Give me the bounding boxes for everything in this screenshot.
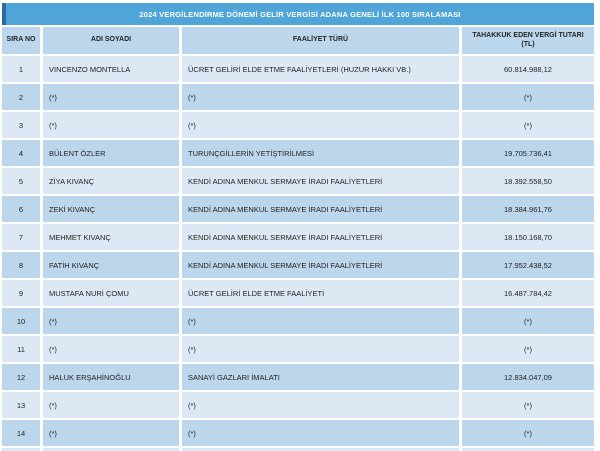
cell-rank: 12: [2, 364, 40, 390]
cell-amount: (*): [462, 420, 594, 446]
cell-activity: (*): [182, 392, 459, 418]
cell-rank: 6: [2, 196, 40, 222]
table-row: [2, 224, 594, 250]
table-row: [2, 364, 594, 390]
table-body: [2, 56, 594, 446]
cell-activity: ÜCRET GELİRİ ELDE ETME FAALİYETİ: [182, 280, 459, 306]
cell-amount: 18.392.558,50: [462, 168, 594, 194]
cell-amount: 12.834.047,09: [462, 364, 594, 390]
cell-activity: (*): [182, 336, 459, 362]
cell-rank: 2: [2, 84, 40, 110]
ranking-table: [2, 3, 594, 451]
cell-activity: KENDİ ADINA MENKUL SERMAYE İRADI FAALİYETLERİ: [182, 224, 459, 250]
column-header-vergi-tutari: TAHAKKUK EDEN VERGİ TUTARI (TL): [462, 27, 594, 54]
column-header-faaliyet-turu: FAALİYET TÜRÜ: [182, 27, 459, 54]
table-header-row: [2, 27, 594, 54]
cell-activity: SANAYİ GAZLARI İMALATI: [182, 364, 459, 390]
table-row: [2, 420, 594, 446]
cell-activity: KENDİ ADINA MENKUL SERMAYE İRADI FAALİYETLERİ: [182, 252, 459, 278]
cell-name: (*): [43, 420, 179, 446]
cell-rank: 9: [2, 280, 40, 306]
column-header-sira-no: SIRA NO: [2, 27, 40, 54]
cell-amount: 18.150.168,70: [462, 224, 594, 250]
cell-rank: 3: [2, 112, 40, 138]
table-row: [2, 252, 594, 278]
cell-name: VINCENZO MONTELLA: [43, 56, 179, 82]
cell-name: BÜLENT ÖZLER: [43, 140, 179, 166]
cell-rank: 13: [2, 392, 40, 418]
cell-rank: 14: [2, 420, 40, 446]
cell-amount: (*): [462, 392, 594, 418]
cell-activity: (*): [182, 420, 459, 446]
table-row: [2, 84, 594, 110]
column-header-adi-soyadi: ADI SOYADI: [43, 27, 179, 54]
cell-name: (*): [43, 112, 179, 138]
cell-activity: KENDİ ADINA MENKUL SERMAYE İRADI FAALİYETLERİ: [182, 196, 459, 222]
table-row: [2, 392, 594, 418]
cell-rank: 10: [2, 308, 40, 334]
table-row: [2, 140, 594, 166]
cell-amount: (*): [462, 84, 594, 110]
table-row: [2, 168, 594, 194]
cell-name: (*): [43, 308, 179, 334]
cell-activity: KENDİ ADINA MENKUL SERMAYE İRADI FAALİYETLERİ: [182, 168, 459, 194]
cell-amount: (*): [462, 336, 594, 362]
cell-name: MEHMET KIVANÇ: [43, 224, 179, 250]
cell-rank: 11: [2, 336, 40, 362]
cell-rank: 5: [2, 168, 40, 194]
table-row: [2, 308, 594, 334]
cell-activity: (*): [182, 84, 459, 110]
table-row: [2, 336, 594, 362]
cell-amount: 19.705.736,41: [462, 140, 594, 166]
table-title: 2024 VERGİLENDİRME DÖNEMİ GELİR VERGİSİ ADANA GENELİ İLK 100 SIRALAMASI: [2, 3, 594, 25]
cell-amount: 60.814.988,12: [462, 56, 594, 82]
cell-activity: (*): [182, 112, 459, 138]
table-row: [2, 112, 594, 138]
cell-amount: 18.384.961,76: [462, 196, 594, 222]
cell-rank: 8: [2, 252, 40, 278]
cell-amount: (*): [462, 308, 594, 334]
cell-name: (*): [43, 392, 179, 418]
cell-amount: 16.487.784,42: [462, 280, 594, 306]
table-row: [2, 280, 594, 306]
cell-name: (*): [43, 84, 179, 110]
cell-amount: (*): [462, 112, 594, 138]
cell-name: FATİH KIVANÇ: [43, 252, 179, 278]
table-row: [2, 196, 594, 222]
cell-rank: 7: [2, 224, 40, 250]
cell-rank: 4: [2, 140, 40, 166]
cell-name: (*): [43, 336, 179, 362]
cell-rank: 1: [2, 56, 40, 82]
cell-activity: TURUNÇGİLLERİN YETİŞTİRİLMESİ: [182, 140, 459, 166]
cell-name: MUSTAFA NURİ ÇOMU: [43, 280, 179, 306]
cell-activity: (*): [182, 308, 459, 334]
cell-activity: ÜCRET GELİRİ ELDE ETME FAALİYETLERİ (HUZUR HAKKI VB.): [182, 56, 459, 82]
cell-amount: 17.952.438,52: [462, 252, 594, 278]
cell-name: ZEKİ KIVANÇ: [43, 196, 179, 222]
cell-name: ZİYA KIVANÇ: [43, 168, 179, 194]
cell-name: HALUK ERŞAHİNOĞLU: [43, 364, 179, 390]
table-row: [2, 56, 594, 82]
